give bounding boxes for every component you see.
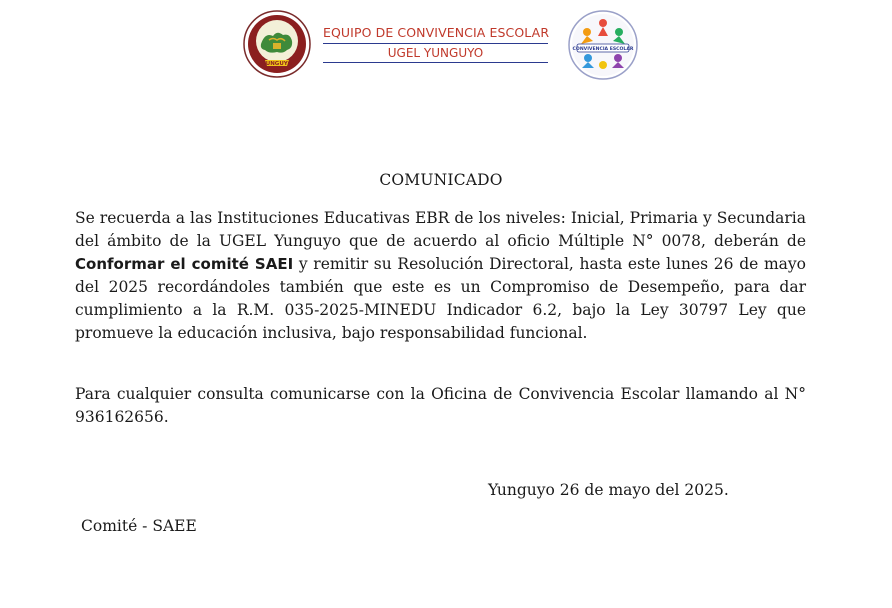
convivencia-escolar-logo-icon [568, 10, 638, 80]
ugel-yunguyo-logo-icon [243, 10, 311, 78]
body-paragraph-1 [75, 207, 806, 345]
team-name: EQUIPO DE CONVIVENCIA ESCOLAR [323, 25, 548, 44]
left-logo-label: YUNGUYO [261, 61, 293, 67]
body-paragraph-2: Para cualquier consulta comunicarse con la Oficina de Convivencia Escolar llamando al N° 936162656. [75, 385, 806, 426]
place-and-date: Yunguyo 26 de mayo del 2025. [488, 481, 729, 499]
ugel-name: UGEL YUNGUYO [323, 44, 548, 63]
para1-text-end: y remitir su Resolución Directoral, hasta este lunes 26 de mayo del 2025 recordándoles también que este es un Compromiso de Desempeño, para dar cumplimiento a la R.M. 035-2025-MINEDU Indicador 6.2, bajo la Ley 30797 Ley que promueve la educación inclusiva, bajo responsabilidad funcional. [75, 255, 807, 342]
para1-emphasis: Conformar el comité SAEI [75, 255, 294, 273]
para1-text-start: Se recuerda a las Instituciones Educativas EBR de los niveles: Inicial, Primaria y Secundaria del ámbito de la UGEL Yunguyo que de acuerdo al oficio Múltiple N° 0078, deberán de [75, 209, 806, 250]
letterhead-title [323, 25, 548, 63]
signature: Comité - SAEE [81, 517, 197, 535]
letterhead [0, 0, 892, 90]
right-logo-label: CONVIVENCIA ESCOLAR [572, 47, 634, 52]
document-title: COMUNICADO [379, 171, 503, 189]
